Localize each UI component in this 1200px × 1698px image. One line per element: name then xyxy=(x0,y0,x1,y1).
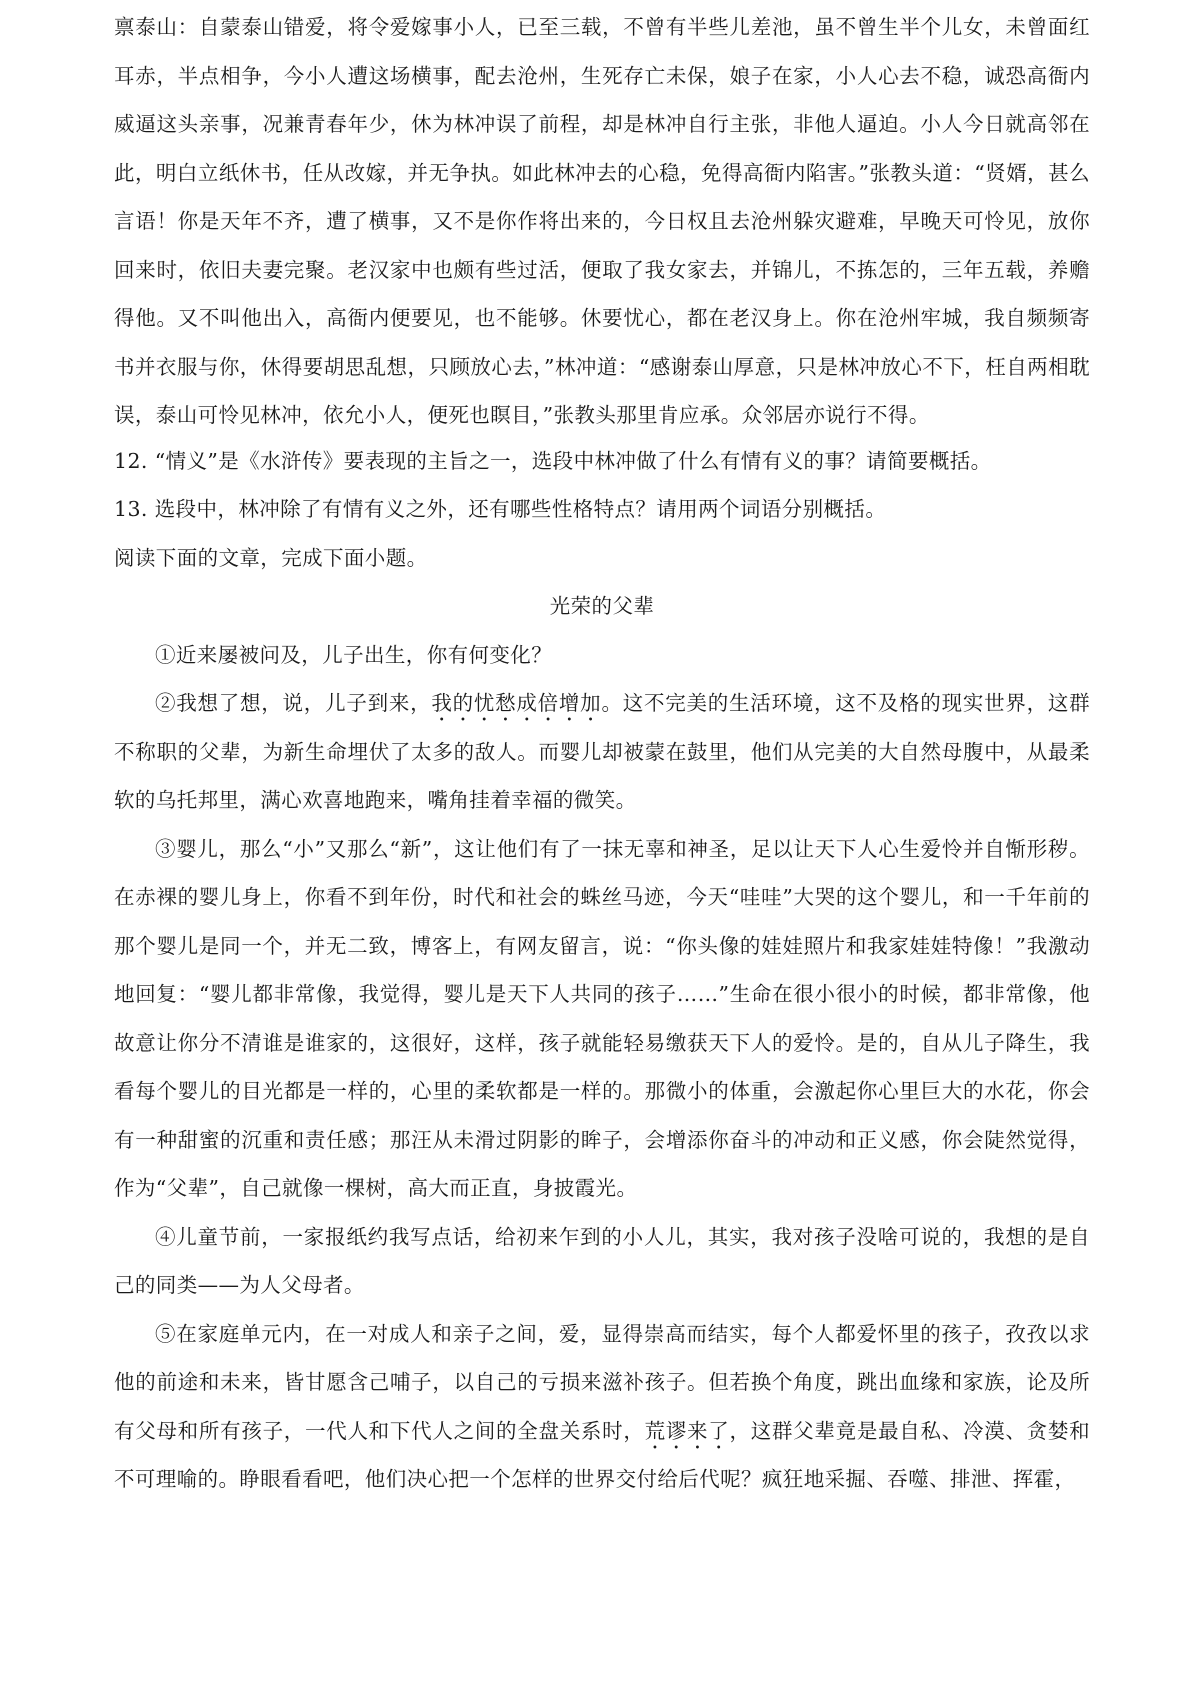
question-13: 13. 选段中，林冲除了有情有义之外，还有哪些性格特点？请用两个词语分别概括。 xyxy=(114,497,887,521)
p5-text-a: ⑤在家庭单元内，在一对成人和亲子之间，爱，显得崇高而结实，每个人都爱怀里的孩子，孜孜以求他的前途和未来，皆甘愿含己哺子，以自己的亏损来滋补孩子。但若换个角度，跳出血缘和家族，论及所有父母和所有孩子，一代人和下代人之间的全盘关系时， xyxy=(114,1321,1090,1443)
article-paragraph-1: ①近来屡被问及，儿子出生，你有何变化？ xyxy=(155,642,553,667)
p2-dotted-phrase: 我的忧愁成倍增加 xyxy=(431,691,602,715)
document-page xyxy=(114,0,1090,1504)
excerpt-passage: 禀泰山：自蒙泰山错爱，将令爱嫁事小人，已至三载，不曾有半些儿差池，虽不曾生半个儿女，未曾面红耳赤，半点相争，今小人遭这场横事，配去沧州，生死存亡未保，娘子在家，小人心去不稳，诚恐高衙内威逼这头亲事，况兼青春年少，休为林冲误了前程，却是林冲自行主张，非他人逼迫。小人今日就高邻在此，明白立纸休书，任从改嫁，并无争执。如此林冲去的心稳，免得高衙内陷害。”张教头道：“贤婿，甚么言语！你是天年不齐，遭了横事，又不是你作将出来的，今日权且去沧州躲灾避难，早晚天可怜见，放你回来时，依旧夫妻完聚。老汉家中也颇有些过活，便取了我女家去，并锦儿，不拣怎的，三年五载，养赡得他。又不叫他出入，高衙内便要见，也不能够。休要忧心，都在老汉身上。你在沧州牢城，我自频频寄书并衣服与你，休得要胡思乱想，只顾放心去，”林冲道：“感谢泰山厚意，只是林冲放心不下，枉自两相耽误，泰山可怜见林冲，依允小人，便死也瞑目，”张教头那里肯应承。众邻居亦说行不得。 xyxy=(114,15,1090,427)
article-paragraph-3: ③婴儿，那么“小”又那么“新”，这让他们有了一抹无辜和神圣，足以让天下人心生爱怜并自惭形秽。在赤裸的婴儿身上，你看不到年份，时代和社会的蛛丝马迹，今天“哇哇”大哭的这个婴儿，和一千年前的那个婴儿是同一个，并无二致，博客上，有网友留言，说：“你头像的娃娃照片和我家娃娃特像！”我激动地回复：“婴儿都非常像，我觉得，婴儿是天下人共同的孩子……”生命在很小很小的时候，都非常像，他故意让你分不清谁是谁家的，这很好，这样，孩子就能轻易缴获天下人的爱怜。是的，自从儿子降生，我看每个婴儿的目光都是一样的，心里的柔软都是一样的。那微小的体重，会激起你心里巨大的水花，你会有一种甜蜜的沉重和责任感；那汪从未滑过阴影的眸子，会增添你奋斗的冲动和正义感，你会陡然觉得，作为“父辈”，自己就像一棵树，高大而正直，身披霞光。 xyxy=(114,836,1090,1200)
article-paragraph-2 xyxy=(114,679,1090,825)
p2-text-b: 。这不完美的生活环境，这不及格的现实世界，这群不称职的父辈，为新生命埋伏了太多的敌人。而婴儿却被蒙在鼓里，他们从完美的大自然母腹中，从最柔软的乌托邦里，满心欢喜地跑来，嘴角挂着幸福的微笑。 xyxy=(114,691,1091,812)
p2-text-a: ②我想了想，说，儿子到来， xyxy=(155,691,432,715)
article-title: 光荣的父辈 xyxy=(549,594,655,618)
p5-dotted-phrase: 荒谬来了 xyxy=(644,1418,730,1443)
question-12: 12. “情义”是《水浒传》要表现的主旨之一，选段中林冲做了什么有情有义的事？请简要概括。 xyxy=(114,448,992,473)
article-paragraph-5 xyxy=(114,1310,1090,1504)
article-paragraph-4: ④儿童节前，一家报纸约我写点话，给初来乍到的小人儿，其实，我对孩子没啥可说的，我想的是自己的同类——为人父母者。 xyxy=(114,1224,1090,1297)
p5-text-b: ，这群父辈竟是最自私、冷漠、贪婪和不可理喻的。睁眼看看吧，他们决心把一个怎样的世界交付给后代呢？疯狂地采掘、吞噬、排泄、挥霍， xyxy=(114,1418,1090,1491)
reading-instruction: 阅读下面的文章，完成下面小题。 xyxy=(114,545,428,570)
